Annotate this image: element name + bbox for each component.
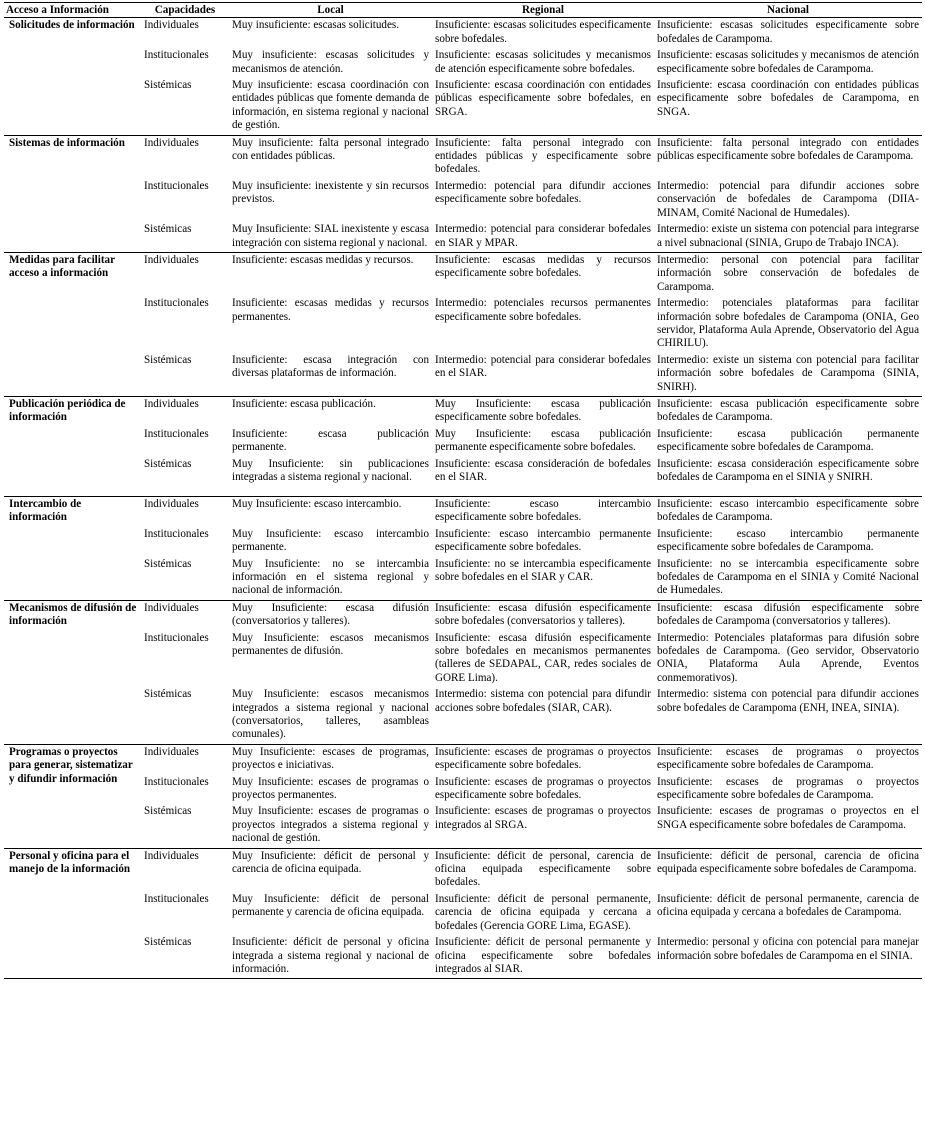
capacity-cell: Individuales [144,19,199,32]
category-group [4,496,922,600]
regional-cell: Insuficiente: escasa coordinación con entidades públicas especificamente sobre bofedales, en SRGA. [435,79,651,118]
capacity-cell: Sistémicas [144,805,192,818]
category-group [4,18,922,135]
regional-cell: Insuficiente: escasas solicitudes especificamente sobre bofedales. [435,19,651,45]
table-row [4,496,922,526]
nacional-cell: Intermedio: sistema con potencial para difundir acciones sobre bofedales de Carampoma (ENH, INEA, SINIA). [657,688,919,714]
category-cell: Sistemas de información [9,136,125,149]
regional-cell: Insuficiente: escaso intercambio especificamente sobre bofedales. [435,497,651,524]
capacity-cell: Institucionales [144,297,209,310]
table-row [4,892,922,935]
local-cell: Muy Insuficiente: escases de programas o proyectos permanentes. [232,775,429,802]
table-row [4,18,922,48]
table-row [4,687,922,744]
table-row [4,804,922,848]
capacity-cell: Sistémicas [144,457,192,470]
capacity-cell: Individuales [144,397,199,410]
capacity-cell: Institucionales [144,631,209,644]
local-cell: Insuficiente: déficit de personal y oficina integrada a sistema regional y nacional de información. [232,936,429,975]
regional-cell: Insuficiente: escasa consideración de bofedales en el SIAR. [435,457,651,483]
regional-cell: Insuficiente: déficit de personal permanente, carencia de oficina equipada y cercana a bofedales (Gerencia GORE Lima, EGASE). [435,892,651,932]
nacional-cell: Insuficiente: déficit de personal, carencia de oficina equipada especificamente sobre bofedales de Carampoma. [657,849,919,876]
table-row [4,848,922,892]
capacity-cell: Institucionales [144,892,209,905]
header-nacional: Nacional [767,4,809,16]
regional-cell: Insuficiente: escasas solicitudes y mecanismos de atención especificamente sobre bofedales. [435,49,651,75]
table-row [4,427,922,457]
nacional-cell: Intermedio: potencial para difundir acciones sobre conservación de bofedales de Carampoma (DIIA-MINAM, Comité Nacional de Humedales). [657,179,919,219]
category-group [4,600,922,744]
table-row [4,557,922,601]
table-row [4,135,922,179]
header-row [4,3,922,18]
table-row [4,527,922,557]
header-capacidades: Capacidades [154,4,216,16]
regional-cell: Insuficiente: déficit de personal, carencia de oficina equipada especificamente sobre bofedales. [435,849,651,889]
regional-cell: Insuficiente: falta personal integrado con entidades públicas y especificamente sobre bofedales. [435,136,651,176]
capacity-cell: Sistémicas [144,688,192,701]
access-information-table [4,2,922,979]
regional-cell: Insuficiente: escases de programas o proyectos especificamente sobre bofedales. [435,775,651,802]
spacer-row [4,486,922,496]
capacity-cell: Individuales [144,745,199,758]
capacity-cell: Institucionales [144,49,209,62]
table-row [4,744,922,774]
table-row [4,935,922,979]
regional-cell: Intermedio: potenciales recursos permanentes especificamente sobre bofedales. [435,297,651,323]
capacity-cell: Institucionales [144,427,209,440]
local-cell: Muy insuficiente: falta personal integrado con entidades públicas. [232,136,429,163]
category-cell: Personal y oficina para el manejo de la información [9,849,131,876]
header-local: Local [317,4,344,16]
nacional-cell: Insuficiente: falta personal integrado con entidades públicas especificamente sobre bofedales de Carampoma. [657,136,919,163]
nacional-cell: Intermedio: existe un sistema con potencial para facilitar información sobre bofedales de Carampoma (SINIA, SNIRH). [657,353,919,393]
local-cell: Muy insuficiente: escasa coordinación con entidades públicas que fomente demanda de información, en sistema regional y nacional de gestión. [232,79,429,132]
local-cell: Muy Insuficiente: escases de programas o proyectos integrados a sistema regional y nacional de gestión. [232,805,429,845]
local-cell: Muy Insuficiente: escases de programas, proyectos e iniciativas. [232,745,429,772]
table-row [4,631,922,688]
category-group [4,252,922,396]
header-acceso: Acceso a Información [6,4,109,16]
category-cell: Medidas para facilitar acceso a información [9,253,115,280]
regional-cell: Insuficiente: no se intercambia especificamente sobre bofedales en el SIAR y CAR. [435,557,651,583]
local-cell: Muy insuficiente: escasas solicitudes. [232,19,399,32]
table-row [4,353,922,397]
table-row [4,396,922,426]
nacional-cell: Intermedio: personal con potencial para facilitar información sobre conservación de bofedales de Carampoma. [657,253,919,293]
nacional-cell: Insuficiente: escaso intercambio especificamente sobre bofedales de Carampoma. [657,497,919,524]
regional-cell: Muy Insuficiente: escasa publicación permanente especificamente sobre bofedales. [435,427,651,454]
table-row [4,600,922,630]
category-cell: Solicitudes de información [9,19,135,32]
local-cell: Muy Insuficiente: sin publicaciones integradas a sistema regional y nacional. [232,457,429,483]
capacity-cell: Institucionales [144,775,209,788]
category-cell: Publicación periódica de información [9,397,126,424]
regional-cell: Muy Insuficiente: escasa publicación especificamente sobre bofedales. [435,397,651,424]
nacional-cell: Insuficiente: escases de programas o proyectos en el SNGA especificamente sobre bofedales de Carampoma. [657,805,919,831]
regional-cell: Intermedio: potencial para considerar bofedales en SIAR y MPAR. [435,223,651,249]
table-row [4,252,922,296]
regional-cell: Insuficiente: déficit de personal permanente y oficina especificamente sobre bofedales integrados al SIAR. [435,936,651,975]
capacity-cell: Sistémicas [144,936,192,949]
regional-cell: Insuficiente: escases de programas o proyectos integrados al SRGA. [435,805,651,831]
category-group [4,135,922,252]
capacity-cell: Individuales [144,849,199,862]
local-cell: Muy insuficiente: escasas solicitudes y mecanismos de atención. [232,49,429,75]
capacity-cell: Sistémicas [144,557,192,570]
regional-cell: Insuficiente: escasas medidas y recursos especificamente sobre bofedales. [435,253,651,280]
local-cell: Muy Insuficiente: no se intercambia información en el sistema regional y nacional de información. [232,557,429,597]
local-cell: Insuficiente: escasas medidas y recursos permanentes. [232,297,429,323]
nacional-cell: Insuficiente: escasa publicación permanente especificamente sobre bofedales de Carampoma. [657,427,919,454]
nacional-cell: Insuficiente: escases de programas o proyectos especificamente sobre bofedales de Carampoma. [657,775,919,802]
category-group [4,744,922,848]
local-cell: Muy Insuficiente: escasa difusión (conversatorios y talleres). [232,601,429,628]
category-group [4,848,922,979]
category-cell: Intercambio de información [9,497,82,524]
table-row [4,296,922,353]
local-cell: Muy Insuficiente: déficit de personal permanente y carencia de oficina equipada. [232,892,429,919]
nacional-cell: Intermedio: potenciales plataformas para facilitar información sobre bofedales de Carampoma (ONIA, Geo servidor, Plataforma Aula Aprende, Observatorio del Agua CHIRILU). [657,297,919,350]
nacional-cell: Insuficiente: escasas solicitudes y mecanismos de atención especificamente sobre bofedales de Carampoma. [657,49,919,75]
capacity-cell: Individuales [144,136,199,149]
regional-cell: Insuficiente: escasa difusión especificamente sobre bofedales en mecanismos permanentes (talleres de SEDAPAL, CAR, redes sociales de GORE Lima). [435,631,651,684]
nacional-cell: Insuficiente: no se intercambia especificamente sobre bofedales de Carampoma en el SINIA y Comité Nacional de Humedales. [657,557,919,597]
capacity-cell: Individuales [144,253,199,266]
local-cell: Muy Insuficiente: escasos mecanismos permanentes de difusión. [232,631,429,657]
local-cell: Insuficiente: escasa integración con diversas plataformas de información. [232,353,429,380]
table-row [4,179,922,222]
nacional-cell: Intermedio: existe un sistema con potencial para integrarse a nivel subnacional (SINIA, Grupo de Trabajo INCA). [657,223,919,249]
capacity-cell: Individuales [144,497,199,510]
table-row [4,78,922,135]
header-regional: Regional [522,4,564,16]
capacity-cell: Sistémicas [144,353,192,366]
local-cell: Muy insuficiente: inexistente y sin recursos previstos. [232,179,429,206]
local-cell: Muy Insuficiente: déficit de personal y carencia de oficina equipada. [232,849,429,876]
nacional-cell: Intermedio: Potenciales plataformas para difusión sobre bofedales de Carampoma. (Geo servidor, Observatorio ONIA, Plataforma Aula Aprende, Eventos conmemorativos). [657,631,919,684]
nacional-cell: Insuficiente: escasa coordinación con entidades públicas especificamente sobre bofedales de Carampoma, en SNGA. [657,79,919,118]
nacional-cell: Insuficiente: escasa publicación especificamente sobre bofedales de Carampoma. [657,397,919,424]
capacity-cell: Sistémicas [144,223,192,236]
nacional-cell: Insuficiente: escasa difusión especificamente sobre bofedales de Carampoma (conversatorios y talleres). [657,601,919,628]
category-cell: Mecanismos de difusión de información [9,601,137,628]
category-cell: Programas o proyectos para generar, sistematizar y difundir información [9,745,133,785]
local-cell: Insuficiente: escasas medidas y recursos. [232,253,414,266]
regional-cell: Insuficiente: escaso intercambio permanente especificamente sobre bofedales. [435,527,651,554]
regional-cell: Intermedio: potencial para difundir acciones especificamente sobre bofedales. [435,179,651,206]
local-cell: Muy Insuficiente: escasos mecanismos integrados a sistema regional y nacional (conversatorios, talleres, asambleas comunales). [232,688,429,741]
table-row [4,775,922,805]
capacity-cell: Individuales [144,601,199,614]
nacional-cell: Insuficiente: escaso intercambio permanente especificamente sobre bofedales de Carampoma. [657,527,919,554]
table-row [4,222,922,252]
capacity-cell: Institucionales [144,179,209,192]
regional-cell: Intermedio: sistema con potencial para difundir acciones sobre bofedales (SIAR, CAR). [435,688,651,714]
category-group [4,396,922,496]
table-row [4,457,922,487]
local-cell: Muy Insuficiente: escaso intercambio. [232,497,402,510]
local-cell: Muy Insuficiente: escaso intercambio permanente. [232,527,429,554]
table-header [4,3,922,18]
capacity-cell: Institucionales [144,527,209,540]
local-cell: Muy Insuficiente: SIAL inexistente y escasa integración con sistema regional y nacional. [232,223,429,249]
nacional-cell: Insuficiente: escases de programas o proyectos especificamente sobre bofedales de Carampoma. [657,745,919,772]
nacional-cell: Insuficiente: escasas solicitudes especificamente sobre bofedales de Carampoma. [657,19,919,45]
regional-cell: Insuficiente: escasa difusión especificamente sobre bofedales (conversatorios y talleres). [435,601,651,628]
local-cell: Insuficiente: escasa publicación. [232,397,376,410]
nacional-cell: Insuficiente: escasa consideración especificamente sobre bofedales de Carampoma en el SINIA y SNIRH. [657,457,919,483]
table-row [4,48,922,78]
nacional-cell: Insuficiente: déficit de personal permanente, carencia de oficina equipada y cercana a bofedales de Carampoma. [657,892,919,919]
local-cell: Insuficiente: escasa publicación permanente. [232,427,429,454]
regional-cell: Insuficiente: escases de programas o proyectos especificamente sobre bofedales. [435,745,651,772]
capacity-cell: Sistémicas [144,79,192,92]
regional-cell: Intermedio: potencial para considerar bofedales en el SIAR. [435,353,651,380]
nacional-cell: Intermedio: personal y oficina con potencial para manejar información sobre bofedales de Carampoma en el SINIA. [657,936,919,962]
